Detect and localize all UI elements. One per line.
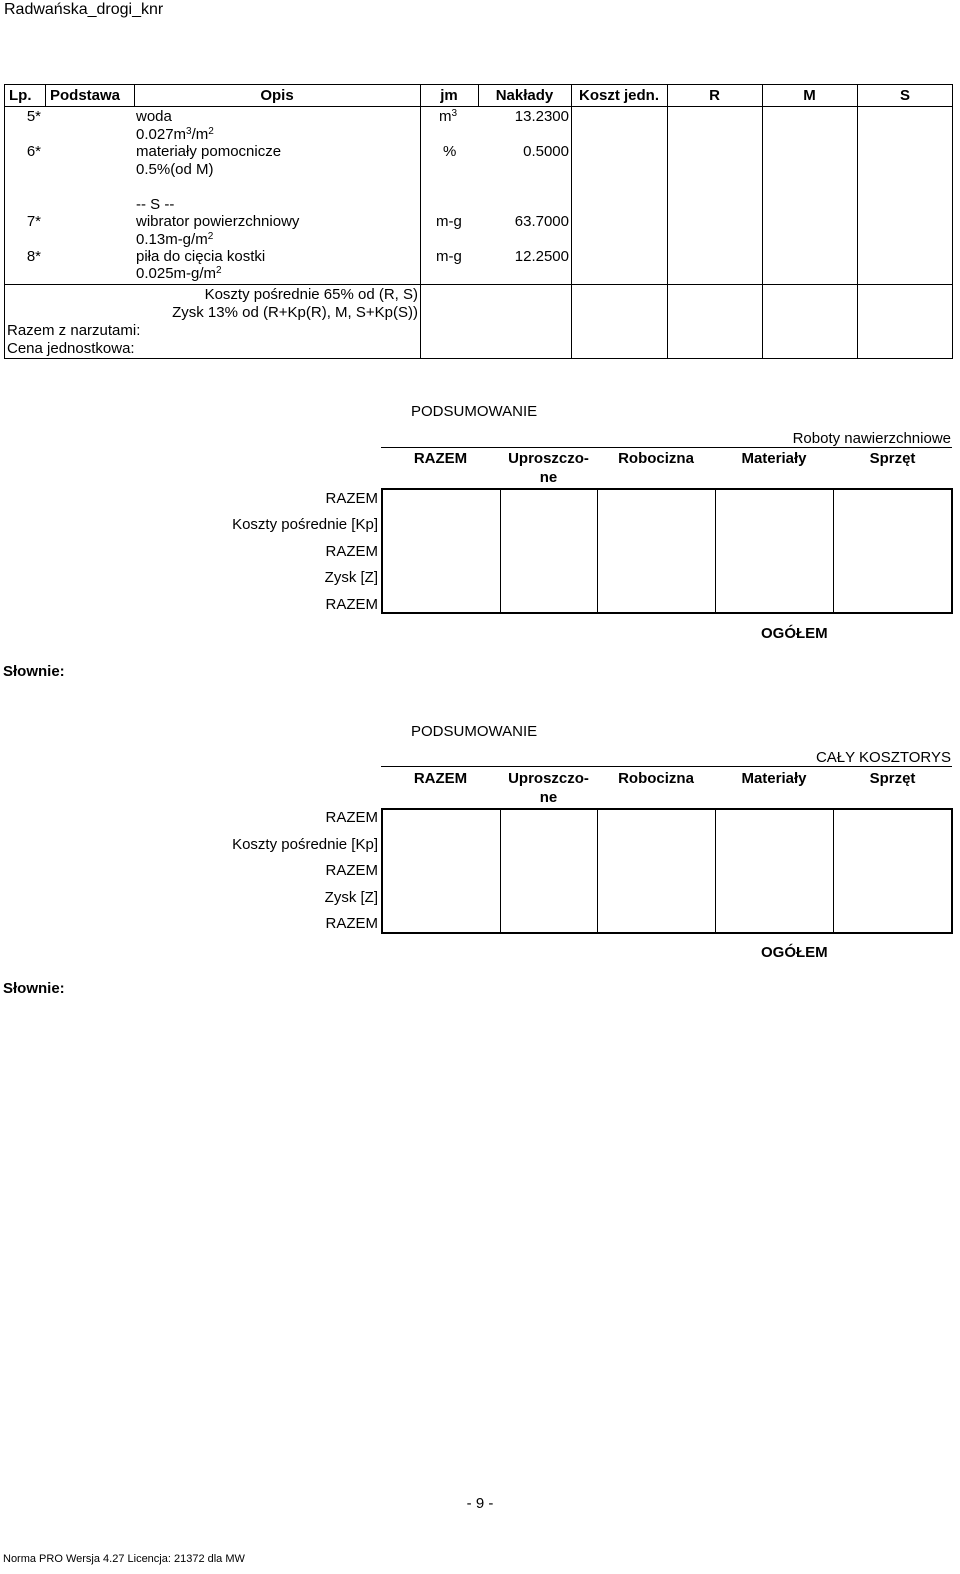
header-podstawa: Podstawa xyxy=(50,87,121,104)
summary-row-label: Zysk [Z] xyxy=(324,569,378,586)
col-uproszczone: Uproszczo- xyxy=(508,770,589,787)
summary-row-label: Zysk [Z] xyxy=(324,889,378,906)
slownie-label: Słownie: xyxy=(3,980,65,997)
header-naklady: Nakłady xyxy=(495,87,554,104)
header-s: S xyxy=(899,87,910,104)
row-naklady: 12.2500 xyxy=(514,248,569,265)
koszty-posrednie-label: Koszty pośrednie 65% od (R, S) xyxy=(204,286,418,303)
col-materialy: Materiały xyxy=(741,450,807,467)
row-lp: 5* xyxy=(26,108,41,125)
col-uproszczone-cont: ne xyxy=(539,789,558,806)
row-opis: piła do cięcia kostki xyxy=(136,248,266,265)
ogolem-label: OGÓŁEM xyxy=(761,625,828,642)
summary-row-label: RAZEM xyxy=(325,809,378,826)
row-norm: $0.025m-g/m^2$ xyxy=(136,265,222,282)
col-robocizna: Robocizna xyxy=(618,450,694,467)
col-razem: RAZEM xyxy=(413,450,468,467)
row-lp: 8* xyxy=(26,248,41,265)
summary-row-label: RAZEM xyxy=(325,862,378,879)
row-opis: wibrator powierzchniowy xyxy=(136,213,300,230)
row-jm: $m^3$ xyxy=(439,108,458,125)
summary-row-label: RAZEM xyxy=(325,490,378,507)
slownie-label: Słownie: xyxy=(3,663,65,680)
razem-z-narzutami-label: Razem z narzutami: xyxy=(7,322,141,339)
row-opis: materiały pomocnicze xyxy=(136,143,282,160)
row-jm: m-g xyxy=(436,248,462,265)
col-sprzet: Sprzęt xyxy=(869,770,916,787)
col-robocizna: Robocizna xyxy=(618,770,694,787)
col-uproszczone: Uproszczo- xyxy=(508,450,589,467)
header-r: R xyxy=(709,87,720,104)
header-m: M xyxy=(803,87,816,104)
summary-row-label: Koszty pośrednie [Kp] xyxy=(232,836,378,853)
row-naklady: 13.2300 xyxy=(514,108,569,125)
summary-group-label: CAŁY KOSZTORYS xyxy=(815,749,951,766)
col-materialy: Materiały xyxy=(741,770,807,787)
row-norm: 0.5%(od M) xyxy=(136,161,214,178)
col-sprzet: Sprzęt xyxy=(869,450,916,467)
cena-jednostkowa-label: Cena jednostkowa: xyxy=(7,340,135,357)
row-naklady: 0.5000 xyxy=(523,143,569,160)
header-opis: Opis xyxy=(260,87,294,104)
ogolem-label: OGÓŁEM xyxy=(761,944,828,961)
section-label: -- S -- xyxy=(136,196,175,213)
col-uproszczone-cont: ne xyxy=(539,469,558,486)
summary-row-label: RAZEM xyxy=(325,915,378,932)
col-razem: RAZEM xyxy=(413,770,468,787)
summary-row-label: RAZEM xyxy=(325,596,378,613)
document-title: Radwańska_drogi_knr xyxy=(4,1,164,18)
summary-title: PODSUMOWANIE xyxy=(411,403,538,420)
summary-row-label: RAZEM xyxy=(325,543,378,560)
summary-title: PODSUMOWANIE xyxy=(411,723,538,740)
row-jm: % xyxy=(443,143,457,160)
row-lp: 6* xyxy=(26,143,41,160)
row-jm: m-g xyxy=(436,213,462,230)
row-lp: 7* xyxy=(26,213,41,230)
row-norm: $0.027m^3/m^2$ xyxy=(136,126,214,143)
zysk-label: Zysk 13% od (R+Kp(R), M, S+Kp(S)) xyxy=(172,304,418,321)
page-number: - 9 - xyxy=(466,1495,494,1512)
row-opis: woda xyxy=(136,108,172,125)
footer-license: Norma PRO Wersja 4.27 Licencja: 21372 dla MW xyxy=(3,1553,245,1565)
summary-row-label: Koszty pośrednie [Kp] xyxy=(232,516,378,533)
header-koszt-jedn: Koszt jedn. xyxy=(578,87,659,104)
header-jm: jm xyxy=(440,87,458,104)
summary-group-label: Roboty nawierzchniowe xyxy=(792,430,951,447)
row-norm: $0.13m-g/m^2$ xyxy=(136,231,214,248)
header-lp: Lp. xyxy=(9,87,32,104)
row-naklady: 63.7000 xyxy=(514,213,569,230)
